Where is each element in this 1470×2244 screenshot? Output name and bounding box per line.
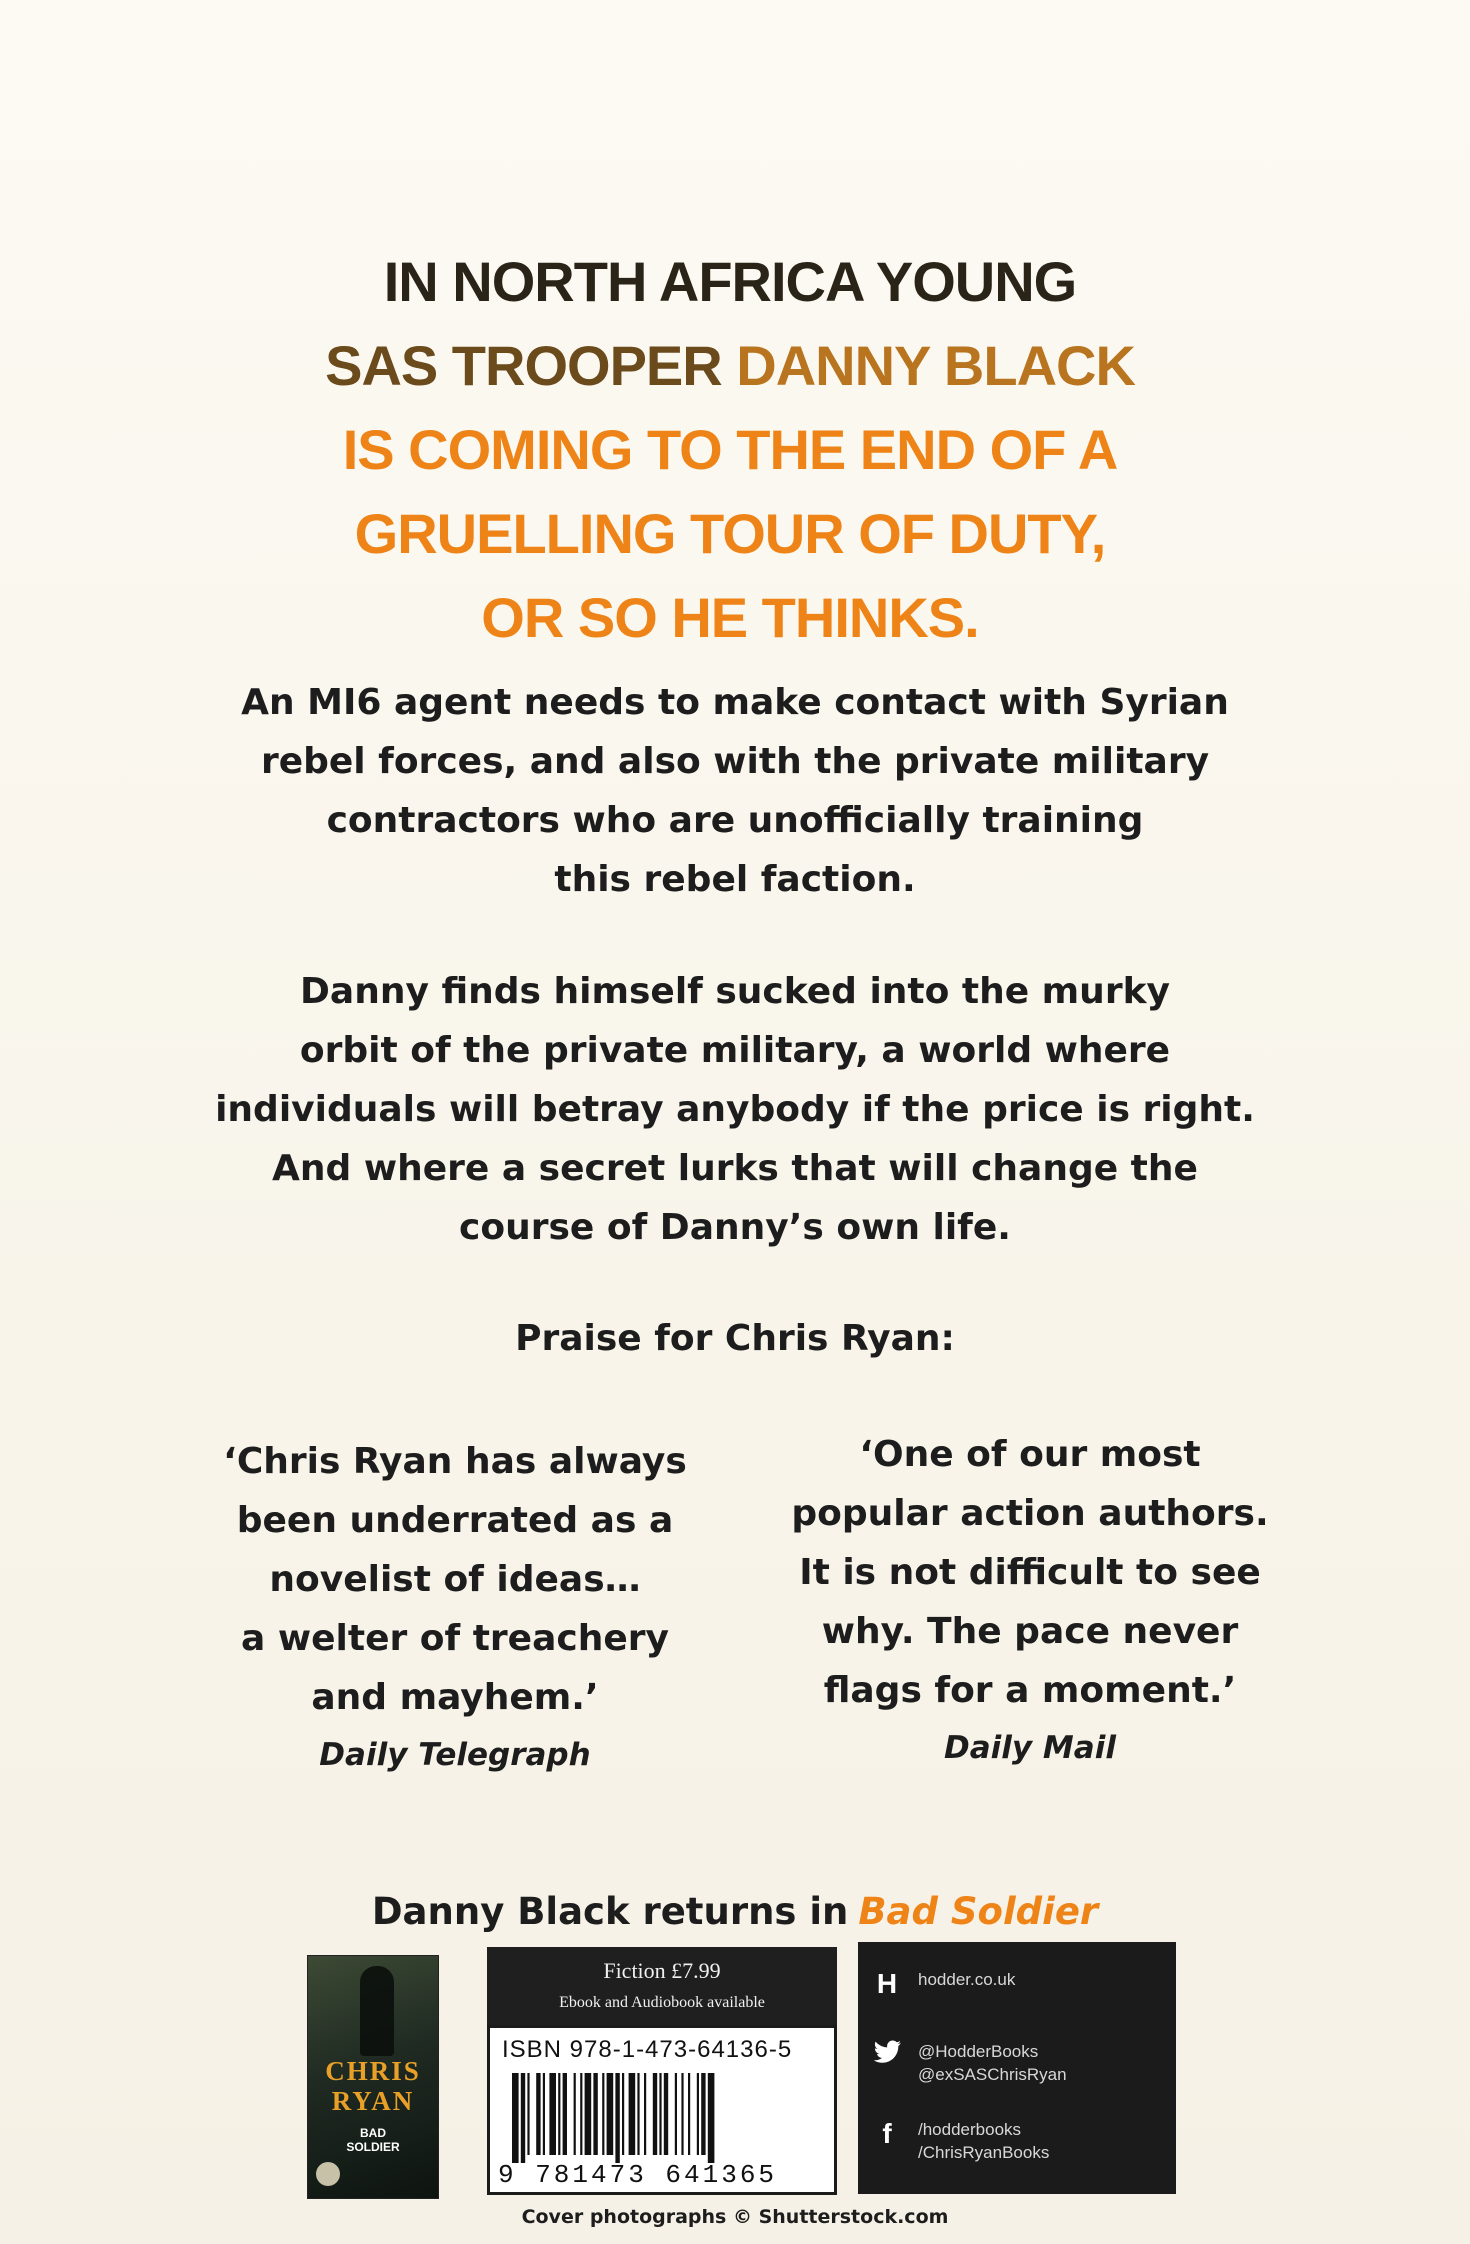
paragraph-line: orbit of the private military, a world where: [299, 1030, 1171, 1071]
quote-line: It is not difficult to see: [799, 1552, 1261, 1593]
paragraph-line: individuals will betray anybody if the price is right.: [215, 1089, 1255, 1130]
facebook-handle-1: /hodderbooks: [918, 2120, 1022, 2139]
twitter-row: [870, 2040, 1067, 2086]
mini-cover-title-line-1: BAD: [360, 2126, 386, 2140]
quote-line: ‘Chris Ryan has always: [223, 1441, 687, 1482]
quote-right: [770, 1425, 1290, 1772]
paragraph-line: this rebel faction.: [554, 859, 916, 900]
quote-line: popular action authors.: [791, 1493, 1269, 1534]
paragraph-line: contractors who are unofficially training: [326, 800, 1144, 841]
paragraph-line: An MI6 agent needs to make contact with Syrian: [241, 682, 1229, 723]
twitter-bird-icon: [870, 2040, 904, 2073]
quote-line: and mayhem.’: [311, 1677, 599, 1718]
returns-book-title: Bad Soldier: [858, 1890, 1099, 1933]
headline-line-1: IN NORTH AFRICA YOUNG: [383, 250, 1077, 313]
quote-line: ‘One of our most: [859, 1434, 1201, 1475]
paragraph-line: Danny finds himself sucked into the murky: [300, 971, 1170, 1012]
quote-source: Daily Mail: [944, 1730, 1116, 1766]
twitter-handle-2: @exSASChrisRyan: [918, 2065, 1067, 2084]
headline-line-5: OR SO HE THINKS.: [481, 586, 979, 649]
format-line: Ebook and Audiobook available: [559, 1994, 765, 2011]
facebook-icon: f: [882, 2118, 892, 2149]
paragraph-line: rebel forces, and also with the private military: [260, 741, 1210, 782]
quote-source: Daily Telegraph: [319, 1737, 591, 1773]
headline-line-3: IS COMING TO THE END OF A: [342, 418, 1118, 481]
mini-book-cover: [307, 1955, 439, 2199]
facebook-row: [870, 2118, 1049, 2164]
twitter-handle-1: @HodderBooks: [918, 2042, 1039, 2061]
mini-cover-title-line-2: SOLDIER: [346, 2140, 400, 2154]
photo-credits: Cover photographs © Shutterstock.com: [521, 2206, 949, 2228]
isbn-barcode-box: [487, 2025, 837, 2195]
quote-line: why. The pace never: [821, 1611, 1239, 1652]
quote-line: a welter of treachery: [241, 1618, 669, 1659]
social-links-box: [858, 1942, 1176, 2194]
headline: [180, 240, 1280, 660]
website-text: hodder.co.uk: [918, 1970, 1016, 1989]
returns-line: [150, 1890, 1320, 1933]
synopsis-paragraph-1: [150, 673, 1320, 909]
barcode-digits: 9 781473 641365: [498, 2160, 778, 2190]
quote-line: been underrated as a: [236, 1500, 674, 1541]
headline-line-2b: DANNY BLACK: [736, 334, 1135, 397]
badge-icon: [316, 2162, 340, 2186]
paragraph-line: course of Danny’s own life.: [459, 1207, 1011, 1248]
headline-line-2: [180, 324, 1280, 408]
mini-cover-title: [308, 2126, 438, 2154]
price-line: Fiction £7.99: [603, 1958, 721, 1983]
mini-cover-author: [308, 2056, 438, 2116]
mini-cover-author-line-1: CHRIS: [325, 2056, 421, 2086]
praise-title: Praise for Chris Ryan:: [515, 1318, 955, 1359]
facebook-handles: [918, 2118, 1049, 2164]
mini-cover-author-line-2: RYAN: [331, 2086, 415, 2116]
hodder-logo-icon: H: [876, 1968, 898, 1999]
headline-line-4: GRUELLING TOUR OF DUTY,: [354, 502, 1106, 565]
synopsis-paragraph-2: [150, 962, 1320, 1257]
quote-line: novelist of ideas…: [269, 1559, 641, 1600]
facebook-handle-2: /ChrisRyanBooks: [918, 2143, 1050, 2162]
quote-left: [195, 1432, 715, 1779]
quote-line: flags for a moment.’: [823, 1670, 1237, 1711]
isbn-label: ISBN 978-1-473-64136-5: [502, 2036, 793, 2063]
price-box: [487, 1947, 837, 2035]
soldier-silhouette-icon: [360, 1966, 394, 2056]
paragraph-line: And where a secret lurks that will change the: [272, 1148, 1198, 1189]
returns-text: Danny Black returns in: [371, 1890, 849, 1933]
headline-line-2a: SAS TROOPER: [325, 334, 737, 397]
twitter-handles: [918, 2040, 1067, 2086]
barcode-icon: [510, 2073, 820, 2163]
website-row: [870, 1968, 1015, 2000]
